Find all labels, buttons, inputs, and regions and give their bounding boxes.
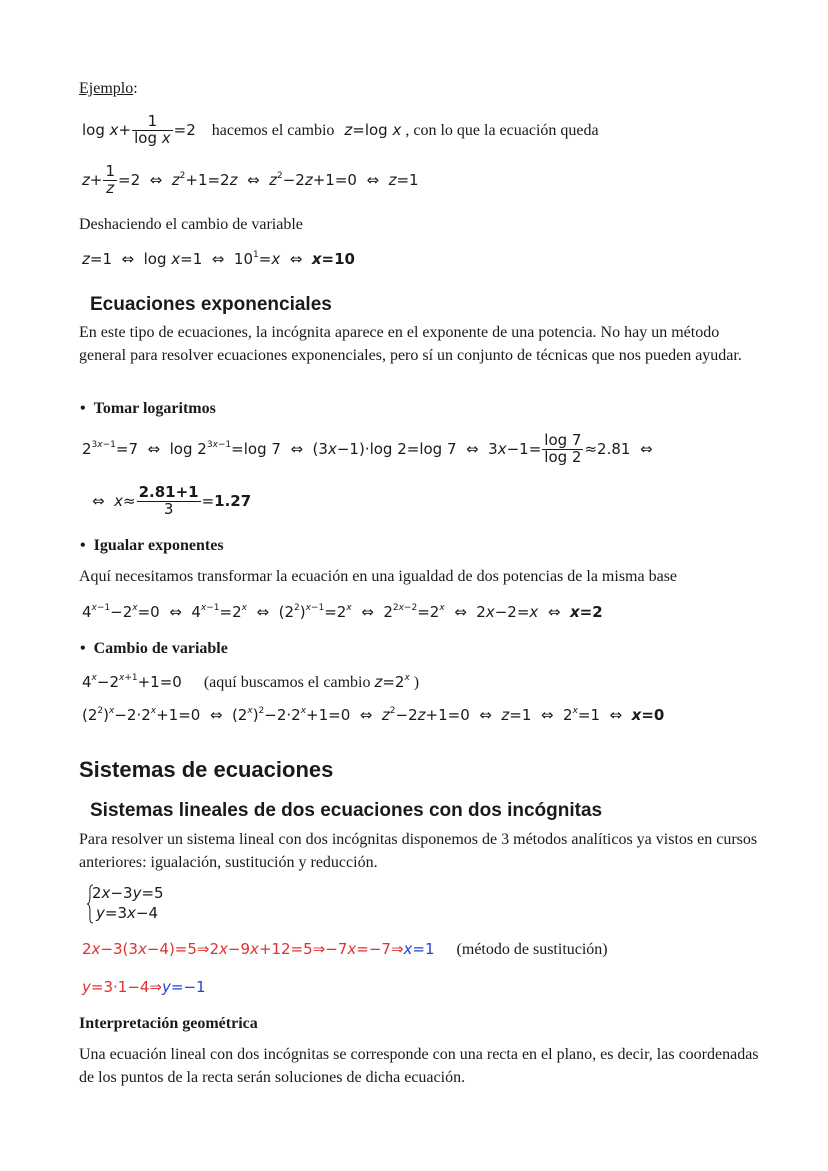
logs-equation-1: $2^{3x-1}=7$ ⇔ $\log 2^{3x-1}=\log$ 7 ⇔ (3x−1)·log 2=log 7 ⇔ 3x−1= $\frac{\log 7}{\log 2}$ ≈2.81 ⇔ — [82, 431, 653, 466]
logs-equation-2: ⇔ x≈ $\frac{2.81+1}{3}$ =1.27 — [92, 483, 252, 518]
bullet-take-logs: • Tomar logaritmos — [80, 400, 216, 418]
bullet-equal-exponents: • Igualar exponentes — [80, 537, 224, 555]
geometric-interpretation-heading: Interpretación geométrica — [79, 1015, 258, 1032]
change-variable-equation-1: $4^x-2^{x+1}+1=0$ (aquí buscamos el cambio $z=2^x$ ) — [82, 673, 420, 691]
example-equation-3: z=1 ⇔ log x=1 ⇔ $10^1=x$ ⇔ x=10 — [82, 250, 355, 268]
exponential-intro: En este tipo de ecuaciones, la incógnita aparece en el exponente de una potencia. No hay un método general para resolver ecuaciones exponenciales, pero sí un conjunto de técnicas que nos pueden ayudar. — [79, 324, 742, 364]
exponents-equation: $4^{x-1}-2^x=0$ ⇔ $4^{x-1}=2^x$ ⇔ $(2^2)^{x-1}=2^x$ ⇔ $2^{2x-2}=2^x$ ⇔ 2x−2=x ⇔ x=2 — [82, 603, 603, 621]
systems-heading: Sistemas de ecuaciones — [79, 757, 334, 782]
systems-intro: Para resolver un sistema lineal con dos incógnitas disponemos de 3 métodos analíticos ya vistos en cursos anteriores: igualación, sustitución y reducción. — [79, 831, 758, 871]
geometric-interpretation-text: Una ecuación lineal con dos incógnitas se corresponde con una recta en el plano, es decir, las coordenadas de los puntos de la recta serán soluciones de dicha ecuación. — [79, 1046, 759, 1086]
example-equation-1: log x+ $\frac{1}{\text{log x}}$ =2 hacemos el cambio z=log x , con lo que la ecuación queda — [82, 112, 599, 147]
substitution-equation: 2x−3(3x−4)=5⇒2x−9x+12=5⇒−7x=−7⇒x=1 (método de sustitución) — [82, 940, 608, 958]
system-equation-1: 2x−3y=5 — [92, 884, 164, 902]
y-solution-equation: y=3·1−4⇒y=−1 — [82, 978, 206, 996]
change-variable-equation-2: $(2^2)^x-2\cdot 2^x+1=0$ ⇔ $(2^x)^2-2\cdot 2^x+1=0$ ⇔ $z^2-2z+1=0$ ⇔ z=1 ⇔ $2^x=1$ ⇔ x=0 — [82, 706, 665, 724]
example-equation-2: z+ $\frac{1}{z}$ =2 ⇔ $z^2+1=2z$ ⇔ $z^2-2z+1=0$ ⇔ z=1 — [82, 162, 419, 197]
linear-systems-subheading: Sistemas lineales de dos ecuaciones con dos incógnitas — [90, 800, 603, 821]
bullet-change-variable: • Cambio de variable — [80, 640, 228, 658]
substitution-method-note: (método de sustitución) — [456, 941, 608, 958]
system-equation-2: y=3x−4 — [96, 904, 159, 922]
undo-change-text: Deshaciendo el cambio de variable — [79, 216, 303, 233]
equal-exponents-text: Aquí necesitamos transformar la ecuación en una igualdad de dos potencias de la misma base — [79, 568, 678, 585]
system-of-equations — [82, 884, 202, 928]
example-label: Ejemplo: — [79, 80, 138, 97]
exponential-heading: Ecuaciones exponenciales — [90, 294, 332, 315]
